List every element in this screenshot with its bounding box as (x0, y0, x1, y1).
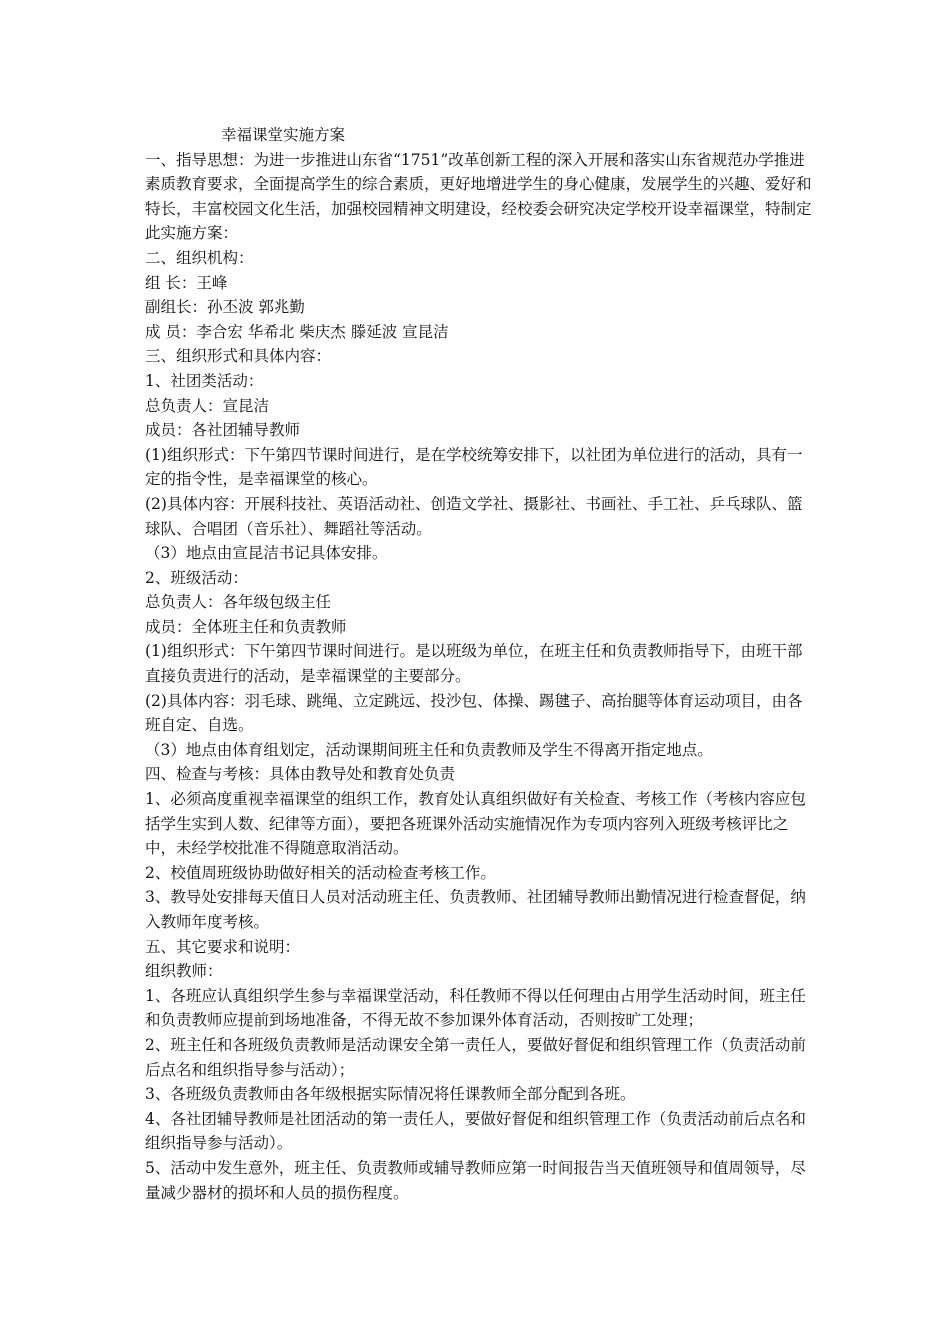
paragraph-requirement-3: 3、各班级负责教师由各年级根据实际情况将任课教师全部分配到各班。 (145, 1085, 636, 1104)
section-heading-organization: 二、组织机构： (145, 248, 254, 267)
paragraph-requirement-5: 5、活动中发生意外，班主任、负责教师或辅导教师应第一时间报告当天值班领导和值周领导，尽量减少器材的损坏和人员的损伤程度。 (145, 1158, 806, 1202)
document-body (145, 123, 817, 1205)
paragraph-club-members: 成员：各社团辅导教师 (145, 421, 301, 440)
section-heading-inspection: 四、检查与考核：具体由教导处和教育处负责 (145, 765, 456, 784)
paragraph-class-location: （3）地点由体育组划定，活动课期间班主任和负责教师及学生不得离开指定地点。 (145, 740, 713, 759)
paragraph-class-content: (2)具体内容：羽毛球、跳绳、立定跳远、投沙包、体操、踢毽子、高抬腿等体育运动项目，由各班自定、自选。 (145, 691, 803, 735)
paragraph-members: 成 员：李合宏 华希北 柴庆杰 滕延波 宣昆洁 (145, 322, 449, 341)
paragraph-requirement-1: 1、各班应认真组织学生参与幸福课堂活动，科任教师不得以任何理由占用学生活动时间，班主任和负责教师应提前到场地准备，不得无故不参加课外体育活动，否则按旷工处理； (145, 986, 806, 1030)
paragraph-inspection-3: 3、教导处安排每天值日人员对活动班主任、负责教师、社团辅导教师出勤情况进行检查督促，纳入教师年度考核。 (145, 888, 806, 931)
paragraph-deputy-leader: 副组长：孙丕波 郭兆勤 (145, 298, 305, 317)
paragraph-inspection-2: 2、校值周班级协助做好相关的活动检查考核工作。 (145, 863, 496, 882)
paragraph-guiding-idea: 一、指导思想：为进一步推进山东省“1751”改革创新工程的深入开展和落实山东省规范办学推进素质教育要求，全面提高学生的综合素质，更好地增进学生的身心健康，发展学生的兴趣、爱好和特长，丰富校园文化生活，加强校园精神文明建设，经校委会研究决定学校开设幸福课堂，特制定此实施方案： (145, 150, 812, 243)
paragraph-club-location: （3）地点由宣昆洁书记具体安排。 (145, 544, 388, 563)
paragraph-club-content: (2)具体内容：开展科技社、英语活动社、创造文学社、摄影社、书画社、手工社、乒乓球队、篮球队、合唱团（音乐社）、舞蹈社等活动。 (145, 494, 803, 538)
paragraph-requirement-4: 4、各社团辅导教师是社团活动的第一责任人，要做好督促和组织管理工作（负责活动前后点名和组织指导参与活动）。 (145, 1109, 806, 1153)
paragraph-class-members: 成员：全体班主任和负责教师 (145, 617, 347, 636)
subheading-organize-teachers: 组织教师： (145, 962, 223, 981)
paragraph-inspection-1: 1、必须高度重视幸福课堂的组织工作，教育处认真组织做好有关检查、考核工作（考核内容应包括学生实到人数、纪律等方面），要把各班课外活动实施情况作为专项内容列入班级考核评比之中，未经学校批准不得随意取消活动。 (145, 790, 806, 858)
paragraph-class-lead: 总负责人：各年级包级主任 (145, 593, 332, 612)
paragraph-club-lead: 总负责人：宣昆洁 (145, 396, 270, 415)
paragraph-class-form: (1)组织形式：下午第四节课时间进行。是以班级为单位，在班主任和负责教师指导下，由班干部直接负责进行的活动，是幸福课堂的主要部分。 (145, 642, 803, 686)
paragraph-club-form: (1)组织形式：下午第四节课时间进行，是在学校统筹安排下，以社团为单位进行的活动，具有一定的指令性，是幸福课堂的核心。 (145, 445, 803, 489)
subheading-class-activities: 2、班级活动： (145, 568, 248, 587)
section-heading-other-requirements: 五、其它要求和说明： (145, 937, 301, 956)
paragraph-requirement-2: 2、班主任和各班级负责教师是活动课安全第一责任人，要做好督促和组织管理工作（负责活动前后点名和组织指导参与活动）； (145, 1035, 806, 1079)
section-heading-forms-content: 三、组织形式和具体内容： (145, 347, 332, 366)
subheading-club-activities: 1、社团类活动： (145, 371, 264, 390)
document-title: 幸福课堂实施方案 (221, 126, 346, 144)
paragraph-leader: 组 长：王峰 (145, 273, 228, 292)
